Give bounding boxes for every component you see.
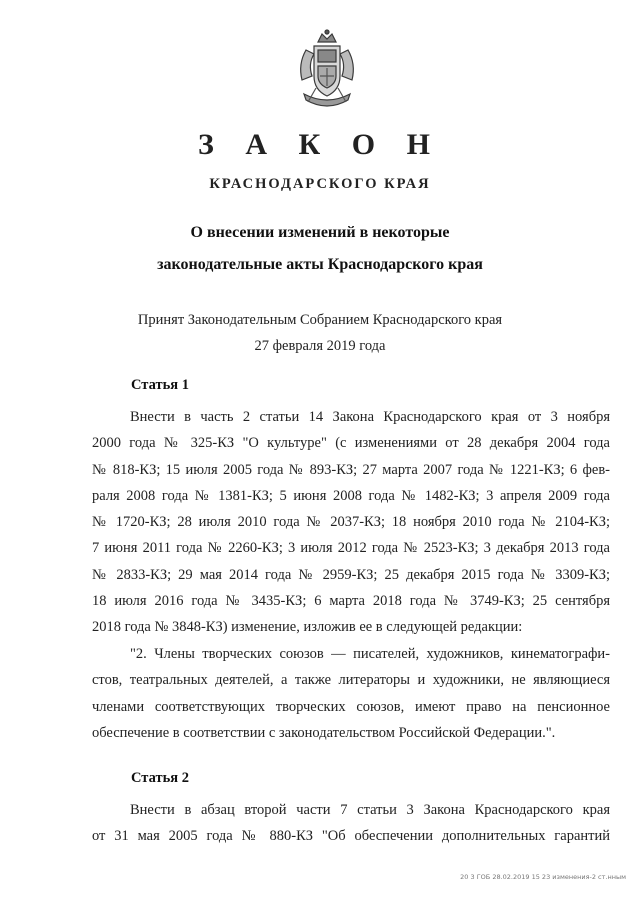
text-line: 2000 года № 325-КЗ "О культуре" (с изменениями от 28 декабря 2004 года (92, 435, 610, 452)
text-line: № 1720-КЗ; 28 июля 2010 года № 2037-КЗ; 18 ноября 2010 года № 2104-КЗ; (92, 514, 610, 531)
footer-stamp: 20 3 ГОБ 28.02.2019 15 23 изменения-2 ст.нным (460, 873, 626, 881)
article-2-title: Статья 2 (131, 770, 189, 786)
adopted-date-line: 27 февраля 2019 года (254, 338, 386, 354)
text-line: обеспечение в соответствии с законодательством Российской Федерации.". (92, 724, 556, 741)
coat-of-arms-icon (294, 28, 360, 112)
text-line: Внести в часть 2 статьи 14 Закона Краснодарского края от 3 ноября (130, 409, 610, 425)
text-line: членами соответствующих творческих союзов, имеют право на пенсионное (92, 698, 610, 715)
article-1-paragraph-1 (92, 404, 610, 641)
text-line: 18 июля 2016 года № 3435-КЗ; 6 марта 2018 года № 3749-КЗ; 25 сентября (92, 593, 610, 610)
text-line: 7 июня 2011 года № 2260-КЗ; 3 июля 2012 года № 2523-КЗ; 3 декабря 2013 года (92, 540, 610, 557)
text-line: от 31 мая 2005 года № 880-КЗ "Об обеспечении дополнительных гарантий (92, 828, 610, 845)
article-1-title: Статья 1 (131, 377, 189, 393)
text-line: стов, театральных деятелей, а также литераторы и художники, не являющиеся (92, 672, 610, 689)
text-line: "2. Члены творческих союзов — писателей, художников, кинематографи- (130, 646, 610, 662)
law-heading-line-2: законодательные акты Краснодарского края (157, 256, 483, 273)
text-line: № 2833-КЗ; 29 мая 2014 года № 2959-КЗ; 25 декабря 2015 года № 3309-КЗ; (92, 566, 610, 583)
article-2-paragraph-1 (92, 797, 610, 850)
article-1-paragraph-2 (92, 641, 610, 746)
text-line: № 818-КЗ; 15 июля 2005 года № 893-КЗ; 27 марта 2007 года № 1221-КЗ; 6 фев- (92, 461, 610, 478)
adopted-by-line: Принят Законодательным Собранием Краснодарского края (137, 312, 503, 328)
document-title: З А К О Н (198, 128, 442, 161)
text-line: 2018 года № 3848-КЗ) изменение, изложив ее в следующей редакции: (92, 619, 523, 636)
text-line: Внести в абзац второй части 7 статьи 3 Закона Краснодарского края (130, 802, 610, 818)
text-line: раля 2008 года № 1381-КЗ; 5 июня 2008 года № 1482-КЗ; 3 апреля 2009 года (92, 487, 610, 504)
document-subtitle: КРАСНОДАРСКОГО КРАЯ (209, 176, 431, 192)
law-heading-line-1: О внесении изменений в некоторые (190, 224, 450, 241)
